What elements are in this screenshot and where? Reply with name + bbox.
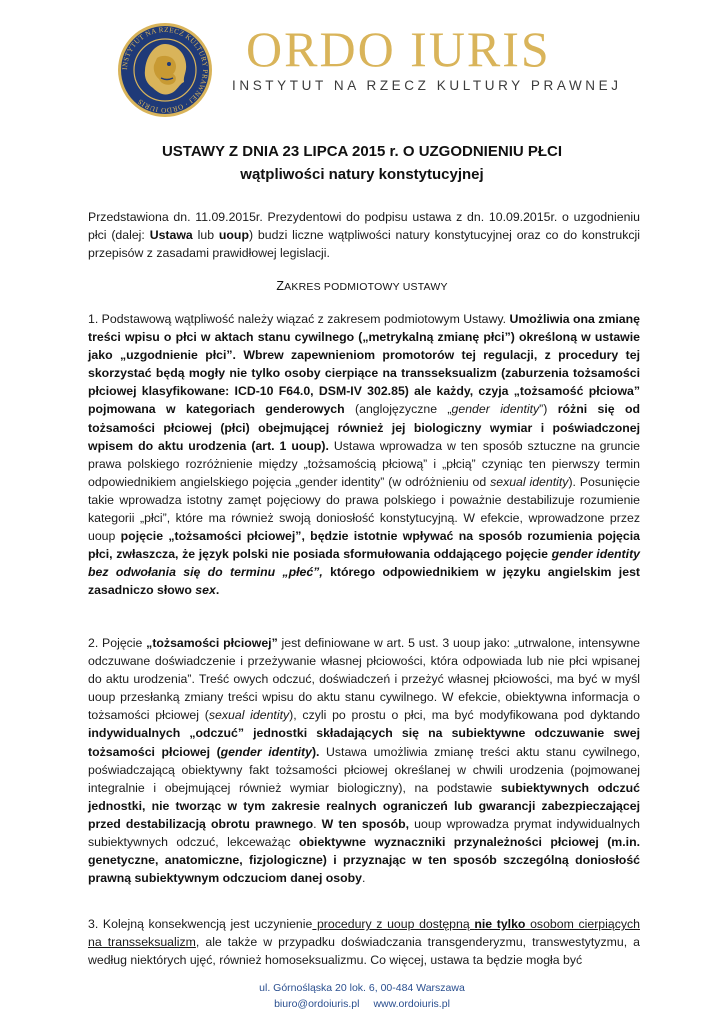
footer-email-link[interactable]: biuro@ordoiuris.pl xyxy=(274,998,360,1010)
intro-paragraph xyxy=(88,208,640,262)
ordo-iuris-seal-logo xyxy=(117,22,213,118)
p2-text-3: ), czyli po prostu o płci, ma być modyfikowana pod dyktando xyxy=(289,708,640,723)
footer-website-link[interactable]: www.ordoiuris.pl xyxy=(373,998,450,1010)
seal-text: INSTYTUT NA RZECZ KULTURY PRAWNEJ · ORDO IURIS xyxy=(120,25,210,115)
p2-text-5: . xyxy=(313,816,322,831)
brand-name: ORDO IURIS xyxy=(246,21,551,77)
intro-text-2: lub xyxy=(192,228,219,243)
p2-italic-1: sexual identity xyxy=(208,708,290,723)
p2-text-4: Ustawa umożliwia zmianę treści aktu stanu cywilnego, poświadczającą obiektywny fakt tożsamości płciowej określanej w chwili urodzenia (pojmowanej integralnie i obejmującej również wymiar biologiczny), na podstawie xyxy=(88,744,640,795)
section-heading-cap: Z xyxy=(276,279,285,293)
p1-bold-2: różni się od tożsamości płciowej (płci) obejmującej również jej biologiczny wymiar i poświadczonej wpisem do aktu urodzenia (art. 1 uoup). xyxy=(88,402,641,453)
p1-bold-italic-1: gender identity bez odwołania się do terminu „płeć”, xyxy=(88,547,640,580)
p2-bold-2: indywidualnych „odczuć” jednostki składających się na subiektywne odczuwanie swej tożsamości płciowej ( xyxy=(88,726,640,759)
p3-text-2: , ale także w przypadku doświadczania transgenderyzmu, transwestytyzmu, a według niektórych ujęć, również homoseksualizmu. Co więcej, ustawa ta będzie mogła być xyxy=(88,935,640,968)
document-subtitle: wątpliwości natury konstytucyjnej xyxy=(240,166,484,183)
intro-text-3: ) budzi liczne wątpliwości natury konstytucyjnej oraz co do konstrukcji przepisów z zasadami prawidłowej legislacji. xyxy=(88,228,640,261)
p1-text-4: Ustawa wprowadza w ten sposób sztuczne na gruncie prawa polskiego rozróżnienie między „tożsamością płciową” i „płcią” czyniąc ten pierwszy termin odpowiednikiem angielskiego pojęcia „gender identity” (w odróżnieniu od xyxy=(88,438,640,489)
paragraph-3 xyxy=(88,915,640,969)
intro-text-1: Przedstawiona dn. 11.09.2015r. Prezydentowi do podpisu ustawa z dn. 10.09.2015r. o uzgodnieniu płci (dalej: xyxy=(88,210,640,243)
p2-text-1: 2. Pojęcie xyxy=(88,636,147,650)
p2-bold-1: „tożsamości płciowej” xyxy=(146,636,278,650)
p1-text-3: ”) xyxy=(539,402,558,417)
p3-underline-bold-1: nie tylko xyxy=(474,917,526,931)
p2-bold-3: ). xyxy=(311,744,320,759)
p2-bold-5: W ten sposób, xyxy=(321,816,410,831)
p1-text-2: (anglojęzyczne „ xyxy=(344,402,452,417)
intro-term-ustawa: Ustawa xyxy=(149,228,193,243)
p2-bold-italic-1: gender identity xyxy=(220,744,312,759)
p3-underline-2: osobom cierpiących na transseksualizm xyxy=(88,917,640,950)
section-heading xyxy=(0,279,724,293)
brand-subtitle: INSTYTUT NA RZECZ KULTURY PRAWNEJ xyxy=(232,78,622,93)
p1-text-5: ). Posunięcie takie wprowadza istotny zamęt pojęciowy do prawa polskiego i poważnie destabilizuje rozumienie kategorii „płci”, które ma również swoją doniosłość konstytucyjną. W efekcie, wprowadzone przez uoup xyxy=(88,474,640,544)
footer-contact xyxy=(0,998,724,1010)
p3-underline-1: procedury z uoup dostępną xyxy=(312,917,475,931)
p1-bold-3: pojęcie „tożsamości płciowej”, będzie istotnie wpływać na sposób rozumienia pojęcia płci, zwłaszcza, że język polski nie posiada sformułowania oddającego pojęcie xyxy=(88,529,640,562)
p1-bold-4: którego odpowiednikiem w języku angielskim jest zasadniczo słowo xyxy=(88,565,640,598)
p2-text-7: . xyxy=(362,871,366,886)
section-heading-rest: AKRES PODMIOTOWY USTAWY xyxy=(284,281,448,293)
p1-bold-5: . xyxy=(215,583,220,598)
p3-text-1: 3. Kolejną konsekwencją jest uczynienie xyxy=(88,917,313,931)
p2-text-6: uoup wprowadza prymat indywidualnych subiektywnych odczuć, lekceważąc xyxy=(88,816,640,850)
paragraph-1 xyxy=(88,310,640,600)
p2-bold-4: subiektywnych odczuć jednostki, nie tworząc w tym zakresie realnych ograniczeń lub gwarancji zabezpieczającej przed destabilizacją obrotu prawnego xyxy=(88,780,640,831)
intro-term-uoup: uoup xyxy=(218,228,249,243)
p1-italic-1: gender identity xyxy=(451,402,540,417)
paragraph-2 xyxy=(88,634,640,887)
p2-text-2: jest definiowane w art. 5 ust. 3 uoup jako: „utrwalone, intensywne odczuwane doświadczenie i przeżywanie własnej płciowości, która odpowiada lub nie płci wpisanej do aktu urodzenia”. Treść owych odczuć, doświadczeń i przeżyć własnej płciowości, ma być w myśl uoup przesłanką zmiany treści wpisu do aktu stanu cywilnego. W efekcie, obiektywna informacja o tożsamości płciowej ( xyxy=(88,636,641,723)
p1-bold-1: Umożliwia ona zmianę treści wpisu o płci w aktach stanu cywilnego („metrykalną zmianę płci”) określoną w ustawie jako „uzgodnienie płci”. Wbrew zapewnieniom promotorów tej regulacji, z procedury tej skorzystać będą mogły nie tylko osoby cierpiące na transseksualizm (zaburzenia tożsamości płciowej klasyfikowane: ICD-10 F64.0, DSM-IV 302.85) ale każdy, czyja „tożsamość płciowa” pojmowana w kategoriach genderowych xyxy=(88,312,640,417)
p1-bold-italic-2: sex xyxy=(195,583,216,598)
footer-address: ul. Górnośląska 20 lok. 6, 00-484 Warszawa xyxy=(259,982,465,994)
document-title: USTAWY Z DNIA 23 LIPCA 2015 r. O UZGODNIENIU PŁCI xyxy=(161,143,563,160)
p1-italic-2: sexual identity xyxy=(490,474,569,489)
p1-text-1: 1. Podstawową wątpliwość należy wiązać z zakresem podmiotowym Ustawy. xyxy=(88,312,510,326)
p2-bold-6: obiektywne wyznaczniki przynależności płciowej (m.in. genetyczne, anatomiczne, fizjologiczne) i przyznając w ten sposób szczególną doniosłość prawną subiektywnym odczuciom danej osoby xyxy=(88,835,640,886)
